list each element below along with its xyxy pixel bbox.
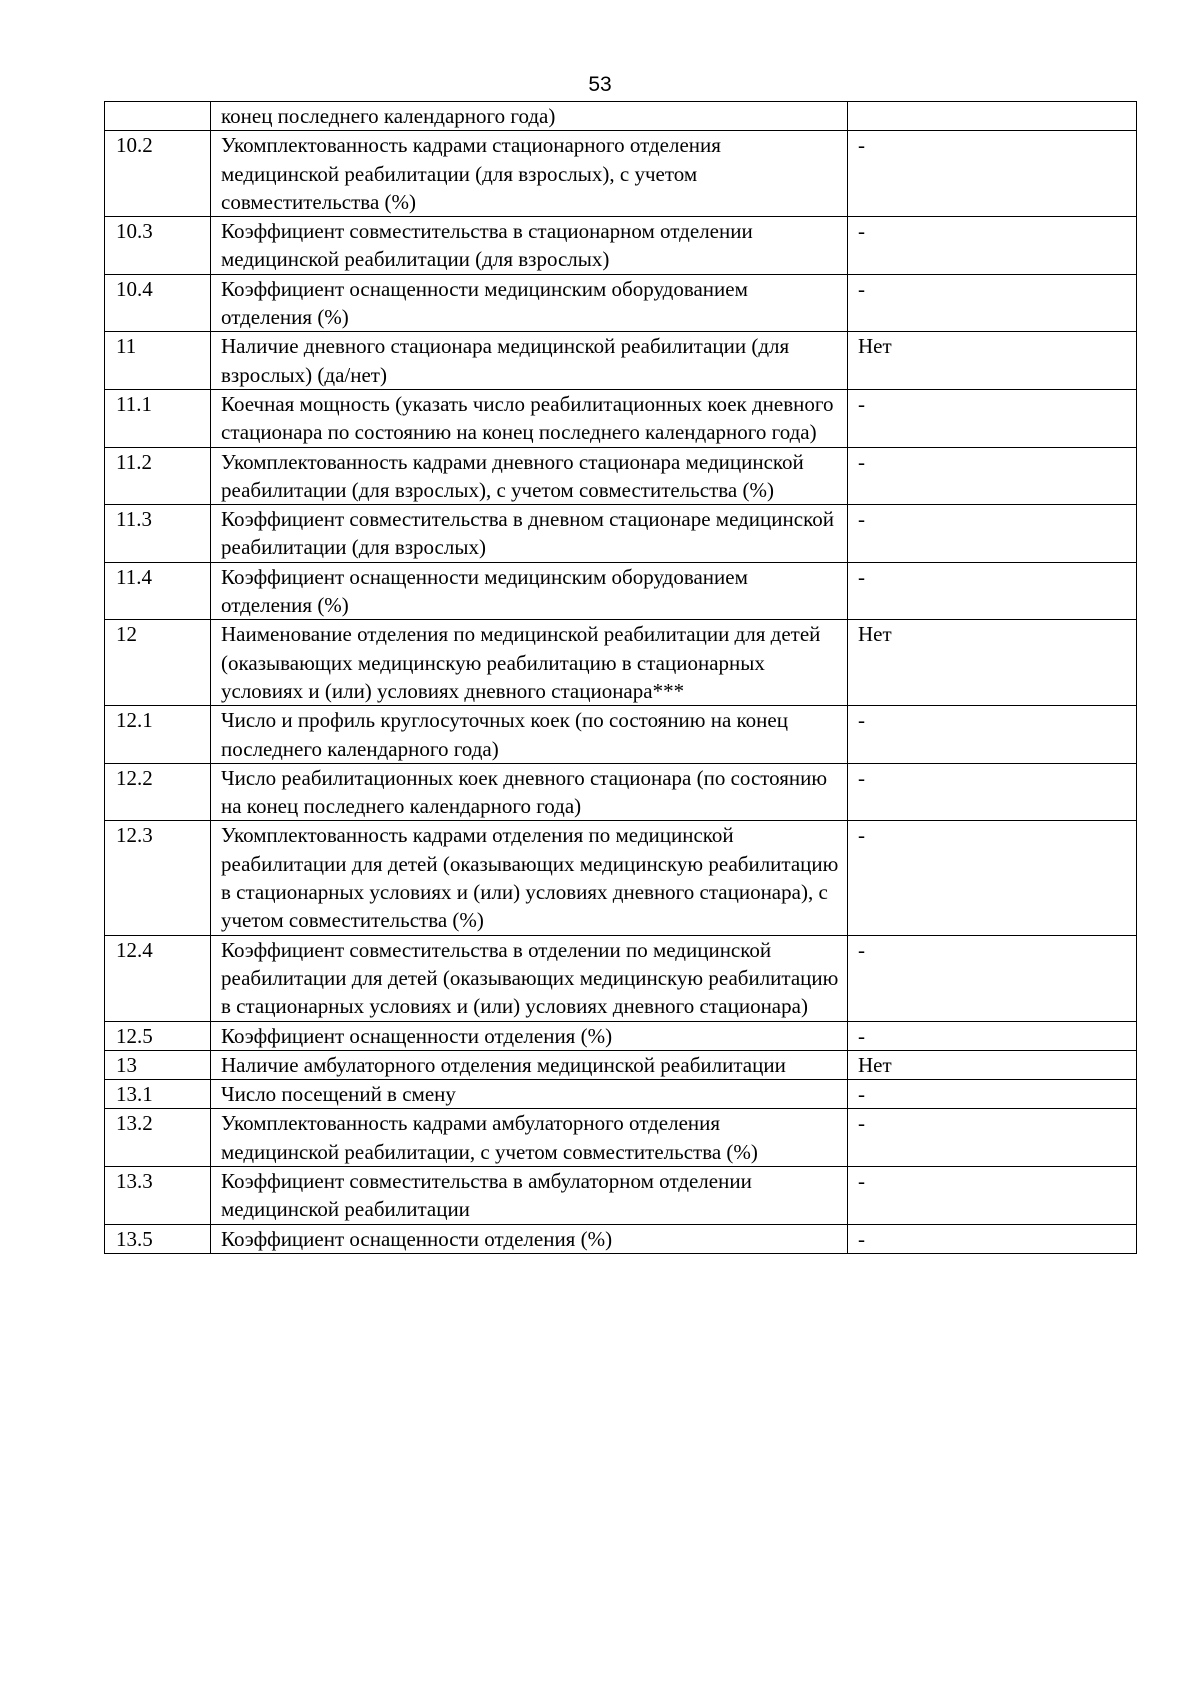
row-value: - bbox=[848, 505, 1137, 563]
table-row bbox=[105, 389, 1137, 447]
row-value: - bbox=[848, 706, 1137, 764]
row-number: 13.1 bbox=[105, 1080, 211, 1109]
row-indicator: Коэффициент оснащенности отделения (%) bbox=[211, 1021, 848, 1050]
row-number: 10.3 bbox=[105, 217, 211, 275]
row-value: - bbox=[848, 447, 1137, 505]
row-indicator: Коэффициент совместительства в стационарном отделении медицинской реабилитации (для взрослых) bbox=[211, 217, 848, 275]
row-value: - bbox=[848, 1021, 1137, 1050]
table-row bbox=[105, 763, 1137, 821]
row-indicator: Укомплектованность кадрами дневного стационара медицинской реабилитации (для взрослых), с учетом совместительства (%) bbox=[211, 447, 848, 505]
row-value: Нет bbox=[848, 620, 1137, 706]
row-indicator: Число реабилитационных коек дневного стационара (по состоянию на конец последнего календарного года) bbox=[211, 763, 848, 821]
row-value: Нет bbox=[848, 332, 1137, 390]
row-number: 12 bbox=[105, 620, 211, 706]
row-value: - bbox=[848, 131, 1137, 217]
table-row bbox=[105, 1080, 1137, 1109]
table-row bbox=[105, 1109, 1137, 1167]
row-indicator: Коэффициент оснащенности медицинским оборудованием отделения (%) bbox=[211, 562, 848, 620]
row-number: 11.2 bbox=[105, 447, 211, 505]
row-value: - bbox=[848, 562, 1137, 620]
row-value: - bbox=[848, 763, 1137, 821]
row-indicator: Укомплектованность кадрами стационарного отделения медицинской реабилитации (для взрослых), с учетом совместительства (%) bbox=[211, 131, 848, 217]
table-row bbox=[105, 217, 1137, 275]
row-number: 13.5 bbox=[105, 1224, 211, 1253]
table-row bbox=[105, 1224, 1137, 1253]
table-row bbox=[105, 102, 1137, 131]
row-indicator: Число и профиль круглосуточных коек (по состоянию на конец последнего календарного года) bbox=[211, 706, 848, 764]
table-row bbox=[105, 1021, 1137, 1050]
row-indicator: Коечная мощность (указать число реабилитационных коек дневного стационара по состоянию на конец последнего календарного года) bbox=[211, 389, 848, 447]
table-row bbox=[105, 821, 1137, 935]
row-value: - bbox=[848, 389, 1137, 447]
table-row bbox=[105, 562, 1137, 620]
row-number: 10.2 bbox=[105, 131, 211, 217]
row-number: 12.4 bbox=[105, 935, 211, 1021]
row-value: - bbox=[848, 274, 1137, 332]
table-row bbox=[105, 447, 1137, 505]
row-indicator: Наличие дневного стационара медицинской реабилитации (для взрослых) (да/нет) bbox=[211, 332, 848, 390]
row-number: 12.1 bbox=[105, 706, 211, 764]
table-row bbox=[105, 505, 1137, 563]
row-value: - bbox=[848, 1080, 1137, 1109]
row-indicator: Укомплектованность кадрами отделения по медицинской реабилитации для детей (оказывающих медицинскую реабилитацию в стационарных условиях и (или) условиях дневного стационара), с учетом совместительства (%) bbox=[211, 821, 848, 935]
row-value: - bbox=[848, 821, 1137, 935]
row-number: 13.2 bbox=[105, 1109, 211, 1167]
row-indicator: Наличие амбулаторного отделения медицинской реабилитации bbox=[211, 1050, 848, 1079]
table-row bbox=[105, 935, 1137, 1021]
row-indicator: Число посещений в смену bbox=[211, 1080, 848, 1109]
row-number: 11.1 bbox=[105, 389, 211, 447]
row-number: 12.2 bbox=[105, 763, 211, 821]
row-number: 11.3 bbox=[105, 505, 211, 563]
row-number: 13.3 bbox=[105, 1166, 211, 1224]
row-value: - bbox=[848, 1166, 1137, 1224]
row-number bbox=[105, 102, 211, 131]
table-row bbox=[105, 620, 1137, 706]
row-indicator: Коэффициент совместительства в амбулаторном отделении медицинской реабилитации bbox=[211, 1166, 848, 1224]
row-value: Нет bbox=[848, 1050, 1137, 1079]
table-row bbox=[105, 706, 1137, 764]
row-value bbox=[848, 102, 1137, 131]
row-indicator: Укомплектованность кадрами амбулаторного отделения медицинской реабилитации, с учетом совместительства (%) bbox=[211, 1109, 848, 1167]
row-number: 10.4 bbox=[105, 274, 211, 332]
row-number: 13 bbox=[105, 1050, 211, 1079]
table-row bbox=[105, 332, 1137, 390]
row-value: - bbox=[848, 1109, 1137, 1167]
row-number: 12.5 bbox=[105, 1021, 211, 1050]
row-number: 11 bbox=[105, 332, 211, 390]
row-value: - bbox=[848, 935, 1137, 1021]
row-indicator: конец последнего календарного года) bbox=[211, 102, 848, 131]
row-value: - bbox=[848, 1224, 1137, 1253]
row-value: - bbox=[848, 217, 1137, 275]
table-row bbox=[105, 1166, 1137, 1224]
row-indicator: Коэффициент оснащенности медицинским оборудованием отделения (%) bbox=[211, 274, 848, 332]
row-indicator: Наименование отделения по медицинской реабилитации для детей (оказывающих медицинскую реабилитацию в стационарных условиях и (или) условиях дневного стационара*** bbox=[211, 620, 848, 706]
page-number: 53 bbox=[588, 73, 612, 96]
row-number: 12.3 bbox=[105, 821, 211, 935]
row-indicator: Коэффициент совместительства в отделении по медицинской реабилитации для детей (оказывающих медицинскую реабилитацию в стационарных условиях и (или) условиях дневного стационара) bbox=[211, 935, 848, 1021]
table-row bbox=[105, 1050, 1137, 1079]
row-number: 11.4 bbox=[105, 562, 211, 620]
table-row bbox=[105, 131, 1137, 217]
row-indicator: Коэффициент совместительства в дневном стационаре медицинской реабилитации (для взрослых) bbox=[211, 505, 848, 563]
indicators-table bbox=[104, 101, 1137, 1254]
table-body bbox=[105, 102, 1137, 1254]
table-row bbox=[105, 274, 1137, 332]
row-indicator: Коэффициент оснащенности отделения (%) bbox=[211, 1224, 848, 1253]
